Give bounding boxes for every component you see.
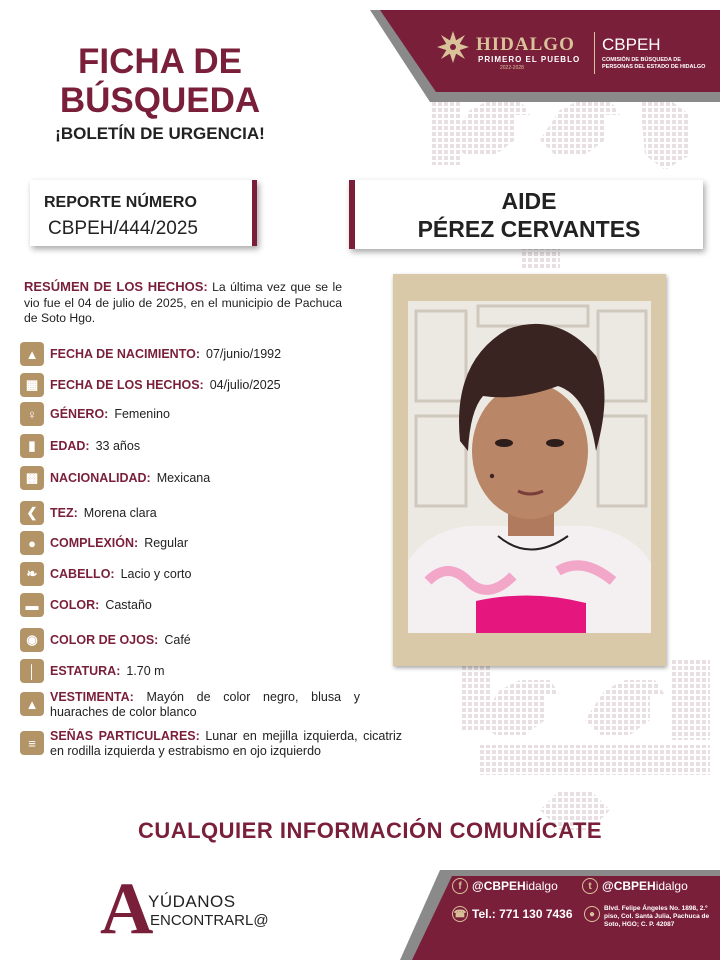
detail-label: FECHA DE NACIMIENTO: (50, 347, 200, 361)
age-bars-icon: ▮ (20, 434, 44, 458)
detail-value: Lunar en mejilla izquierda, cicatriz en rodilla izquierda y estrabismo en ojo izquierdo (50, 729, 402, 758)
report-number-label: REPORTE NÚMERO (44, 194, 197, 211)
detail-text (50, 729, 402, 759)
facts-summary (24, 279, 342, 327)
detail-label: COLOR: (50, 598, 100, 612)
detail-clothing (20, 690, 360, 720)
page-title-line2: BÚSQUEDA (59, 81, 261, 120)
person-first-name: AIDE (501, 188, 557, 214)
detail-label: CABELLO: (50, 567, 115, 581)
detail-label: GÉNERO: (50, 407, 109, 421)
detail-gender (20, 401, 170, 427)
shirt-icon: ▲ (20, 692, 44, 716)
detail-value: Castaño (105, 598, 152, 612)
detail-nationality (20, 465, 210, 491)
logo-divider (594, 32, 595, 74)
hidalgo-flower-logo-icon (436, 30, 470, 64)
person-photo-illustration (408, 301, 651, 633)
page-title-line1: FICHA DE (78, 42, 242, 81)
body-icon: ● (20, 531, 44, 555)
detail-build (20, 530, 188, 556)
ayudanos-line2: ENCONTRARL@ (150, 912, 269, 929)
cake-icon: ▲ (20, 342, 44, 366)
detail-label: SEÑAS PARTICULARES: (50, 729, 200, 743)
twitter-link[interactable] (582, 878, 688, 894)
call-to-action: CUALQUIER INFORMACIÓN COMUNÍCATE (137, 818, 603, 843)
hair-icon: ❧ (20, 562, 44, 586)
ayudanos-line1: YÚDANOS (148, 892, 236, 911)
detail-value: Mexicana (156, 471, 211, 485)
detail-label: NACIONALIDAD: (50, 471, 151, 485)
page-title (40, 42, 280, 120)
calendar-icon: ▦ (20, 373, 44, 397)
detail-distinguishing-marks (20, 729, 402, 759)
facts-summary-text: La última vez que se le vio fue el 04 de julio de 2025, en el municipio de Pachuca de Soto Hgo. (24, 280, 343, 325)
detail-text (50, 690, 360, 720)
hidalgo-years: 2022-2028 (500, 65, 524, 71)
person-last-names: PÉREZ CERVANTES (417, 216, 641, 242)
detail-label: TEZ: (50, 506, 78, 520)
facebook-link[interactable] (452, 878, 558, 894)
detail-value: Mayón de color negro, blusa y huaraches de color blanco (50, 690, 360, 719)
person-name-box (349, 180, 703, 249)
ruler-icon: │ (20, 659, 44, 683)
report-number-box (30, 180, 257, 246)
detail-value: 04/julio/2025 (209, 378, 281, 392)
urgency-subtitle: ¡BOLETÍN DE URGENCIA! (55, 124, 265, 143)
detail-label: COMPLEXIÓN: (50, 536, 139, 550)
phone-number: Tel.: 771 130 7436 (472, 907, 573, 921)
face-profile-icon: ❮ (20, 501, 44, 525)
detail-value: Café (164, 633, 191, 647)
detail-event-date (20, 372, 281, 398)
gender-icon: ♀ (20, 402, 44, 426)
facebook-icon: f (452, 878, 468, 894)
twitter-icon: t (582, 878, 598, 894)
phone-icon: ☎ (452, 906, 468, 922)
hidalgo-logo-text: HIDALGO (476, 34, 575, 55)
twitter-handle-bold: @CBPEH (602, 879, 656, 893)
address-text: Blvd. Felipe Ángeles No. 1898, 2.º piso, Col. Santa Julia, Pachuca de Soto, HGO; C. P. 42087 (604, 905, 710, 928)
phone-link[interactable] (452, 906, 573, 922)
detail-label: ESTATURA: (50, 664, 121, 678)
detail-skin-tone (20, 500, 157, 526)
marks-icon: ≡ (20, 731, 44, 755)
detail-value: 07/junio/1992 (206, 347, 282, 361)
detail-value: 1.70 m (126, 664, 165, 678)
detail-height (20, 658, 165, 684)
id-card-icon: ▩ (20, 466, 44, 490)
detail-value: Morena clara (83, 506, 157, 520)
facts-summary-label: RESÚMEN DE LOS HECHOS: (24, 279, 208, 294)
facebook-handle-bold: @CBPEH (472, 879, 526, 893)
detail-value: Regular (144, 536, 188, 550)
facebook-handle-rest: idalgo (525, 879, 558, 893)
twitter-handle-rest: idalgo (655, 879, 688, 893)
detail-value: Femenino (114, 407, 170, 421)
color-icon: ▬ (20, 593, 44, 617)
cbpeh-full-name: COMISIÓN DE BÚSQUEDA DE PERSONAS DEL ESTADO DE HIDALGO (602, 57, 706, 70)
hidalgo-slogan: PRIMERO EL PUEBLO (478, 55, 581, 64)
location-pin-icon: ● (584, 906, 600, 922)
detail-eye-color (20, 627, 191, 653)
detail-color (20, 592, 152, 618)
ayudanos-big-letter: A (100, 868, 154, 950)
detail-label: FECHA DE LOS HECHOS: (50, 378, 204, 392)
report-number-value: CBPEH/444/2025 (48, 218, 198, 239)
detail-value: 33 años (95, 439, 141, 453)
detail-birthdate (20, 341, 281, 367)
detail-value: Lacio y corto (120, 567, 192, 581)
detail-label: COLOR DE OJOS: (50, 633, 159, 647)
detail-label: EDAD: (50, 439, 90, 453)
detail-label: VESTIMENTA: (50, 690, 134, 704)
cbpeh-logo-text: CBPEH (602, 35, 661, 54)
detail-age (20, 433, 140, 459)
detail-hair (20, 561, 191, 587)
person-photo (408, 301, 651, 633)
eye-icon: ◉ (20, 628, 44, 652)
